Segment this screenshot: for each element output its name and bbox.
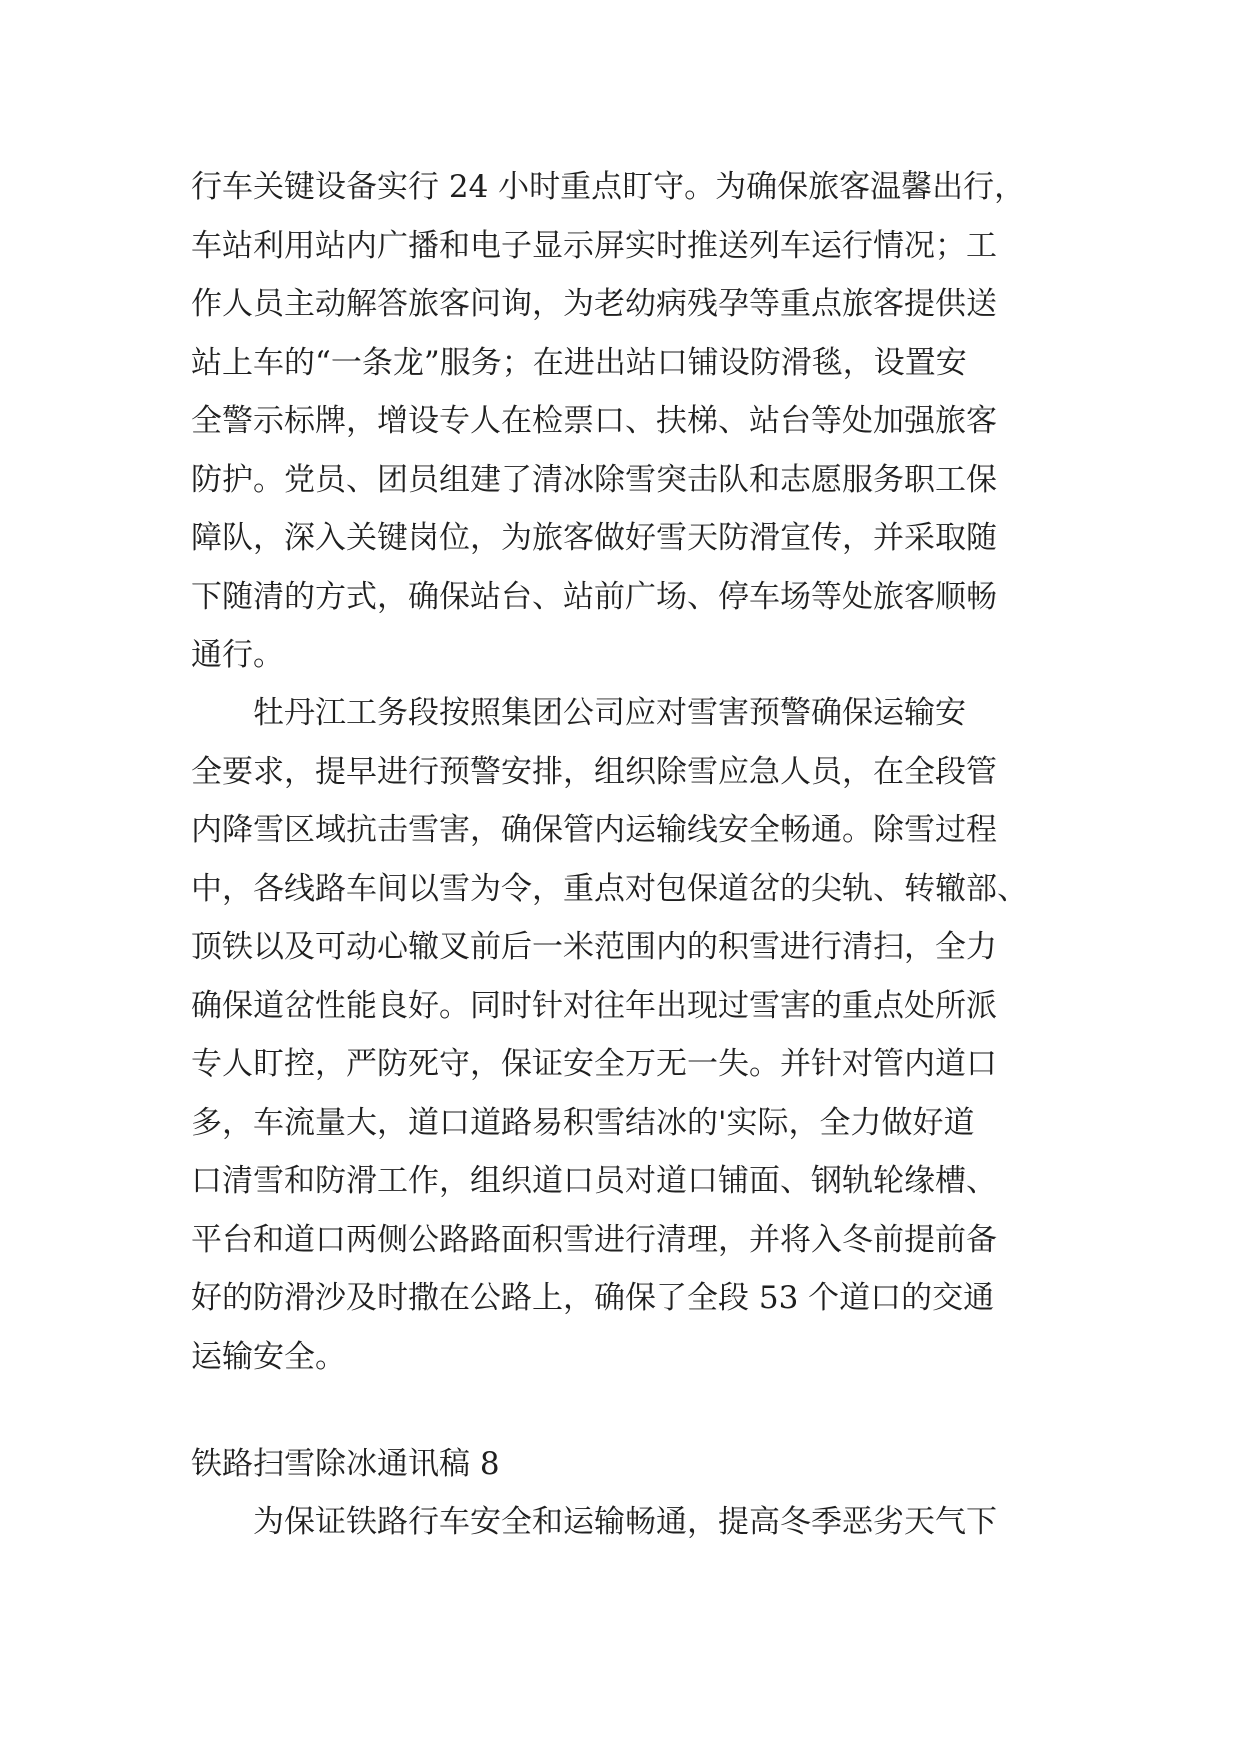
paragraph-1 [191, 158, 1071, 685]
text-line: 行车关键设备实行 24 小时重点盯守。为确保旅客温馨出行， [191, 169, 1026, 205]
text-line: 全要求，提早进行预警安排，组织除雪应急人员，在全段管 [191, 753, 997, 790]
text-line: 顶铁以及可动心辙叉前后一米范围内的积雪进行清扫，全力 [191, 929, 997, 965]
text-line: 专人盯控，严防死守，保证安全万无一失。并针对管内道口 [191, 1046, 997, 1082]
text-line: 牡丹江工务段按照集团公司应对雪害预警确保运输安 [253, 695, 966, 731]
text-line: 中，各线路车间以雪为令，重点对包保道岔的尖轨、转辙部、 [191, 870, 1028, 907]
paragraph-2 [191, 684, 1071, 1386]
text-line: 作人员主动解答旅客问询，为老幼病残孕等重点旅客提供送 [191, 286, 997, 322]
text-line: 确保道岔性能良好。同时针对往年出现过雪害的重点处所派 [191, 987, 997, 1024]
text-line: 障队，深入关键岗位，为旅客做好雪天防滑宣传，并采取随 [191, 520, 997, 556]
text-line: 口清雪和防滑工作，组织道口员对道口铺面、钢轨轮缘槽、 [191, 1163, 997, 1199]
text-line: 内降雪区域抗击雪害，确保管内运输线安全畅通。除雪过程 [191, 812, 997, 848]
text-line: 平台和道口两侧公路路面积雪进行清理，并将入冬前提前备 [191, 1221, 997, 1258]
text-line: 站上车的“一条龙”服务；在进出站口铺设防滑毯，设置安 [191, 344, 967, 381]
text-line: 好的防滑沙及时撒在公路上，确保了全段 53 个道口的交通 [191, 1280, 995, 1316]
text-line: 下随清的方式，确保站台、站前广场、停车场等处旅客顺畅 [191, 578, 997, 615]
text-line: 多，车流量大，道口道路易积雪结冰的'实际，全力做好道 [191, 1104, 975, 1141]
text-line: 通行。 [191, 637, 284, 673]
text-line: 运输安全。 [191, 1338, 346, 1375]
text-line: 防护。党员、团员组建了清冰除雪突击队和志愿服务职工保 [191, 461, 997, 498]
text-line: 车站利用站内广播和电子显示屏实时推送列车运行情况；工 [191, 227, 997, 264]
section-heading-block [191, 1435, 1071, 1494]
section-heading: 铁路扫雪除冰通讯稿 8 [191, 1446, 500, 1482]
text-line: 为保证铁路行车安全和运输畅通，提高冬季恶劣天气下 [253, 1504, 997, 1540]
text-line: 全警示标牌，增设专人在检票口、扶梯、站台等处加强旅客 [191, 403, 997, 439]
paragraph-3 [191, 1493, 1071, 1552]
